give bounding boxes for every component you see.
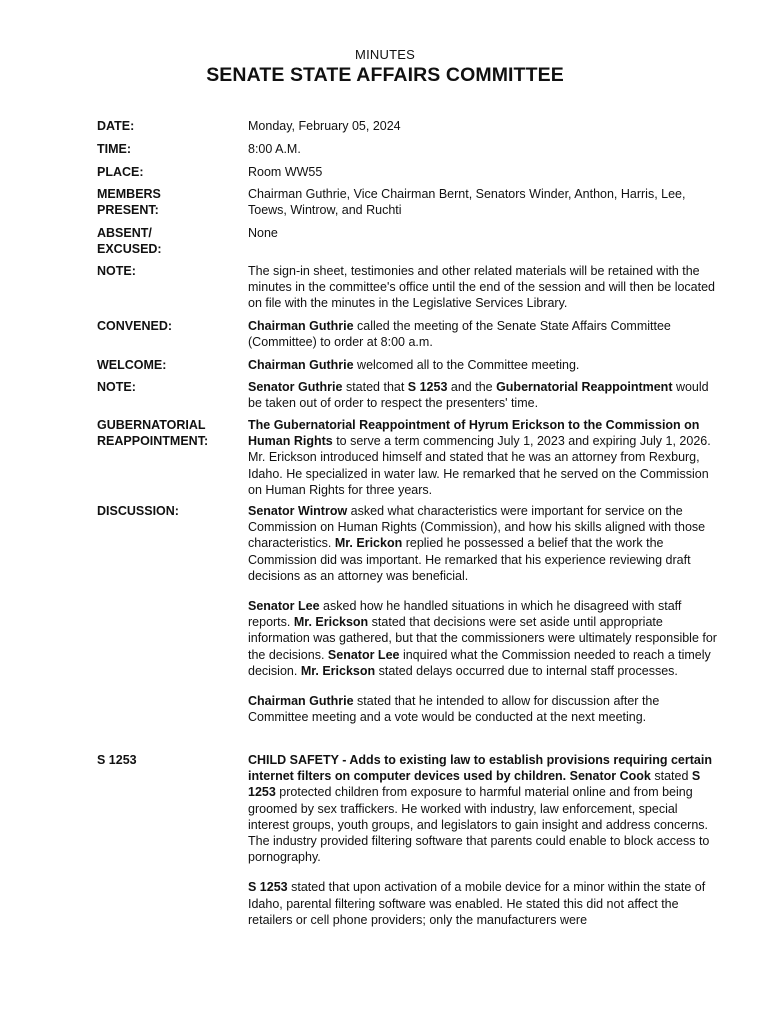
welcome-text: Chairman Guthrie welcomed all to the Committee meeting. bbox=[248, 358, 580, 372]
note2-text: Senator Guthrie stated that S 1253 and the Gubernatorial Reappointment would be taken out of order to respect the presenters' time. bbox=[248, 380, 709, 411]
time-row bbox=[97, 141, 727, 164]
note2-row bbox=[97, 379, 727, 417]
reappointment-label: GUBERNATORIAL REAPPOINTMENT: bbox=[97, 418, 209, 449]
bill-paragraph: S 1253 stated that upon activation of a mobile device for a minor within the state of Idaho, parental filtering software was enabled. He stated this did not affect the retailers or cell phone providers; only the manufacturers were bbox=[248, 880, 706, 927]
note-row bbox=[97, 263, 727, 318]
minutes-body bbox=[97, 118, 727, 928]
date-row bbox=[97, 118, 727, 141]
discussion-label: DISCUSSION: bbox=[97, 504, 179, 518]
place-row bbox=[97, 164, 727, 186]
discussion-paragraph: Chairman Guthrie stated that he intended to allow for discussion after the Committee meeting and a vote would be conducted at the next meeting. bbox=[248, 694, 660, 725]
bill-label: S 1253 bbox=[97, 753, 137, 767]
date-label: DATE: bbox=[97, 119, 135, 133]
absent-label: ABSENT/ EXCUSED: bbox=[97, 226, 162, 257]
note-value: The sign-in sheet, testimonies and other related materials will be retained with the minutes in the committee's office until the end of the session and will then be located on file with the minutes in the Legislative Services Library. bbox=[248, 264, 716, 311]
note2-label: NOTE: bbox=[97, 380, 136, 394]
absent-row bbox=[97, 225, 727, 263]
note-label: NOTE: bbox=[97, 264, 136, 278]
discussion-row bbox=[97, 503, 727, 752]
welcome-speaker: Chairman Guthrie bbox=[248, 358, 354, 372]
document-title: SENATE STATE AFFAIRS COMMITTEE bbox=[206, 64, 564, 86]
convened-label: CONVENED: bbox=[97, 319, 173, 333]
place-label: PLACE: bbox=[97, 165, 144, 179]
document-subtitle: MINUTES bbox=[355, 47, 415, 62]
members-label: MEMBERS PRESENT: bbox=[97, 187, 161, 218]
reappointment-row bbox=[97, 417, 727, 503]
welcome-row bbox=[97, 357, 727, 379]
absent-value: None bbox=[248, 226, 278, 240]
bill-paragraph: CHILD SAFETY - Adds to existing law to establish provisions requiring certain internet filters on computer devices used by children. Senator Cook stated S 1253 protected children from exposure to harmful material online and from being groomed by sex traffickers. He worked with industry, law enforcement, special interest groups, youth groups, and legislators to gain insight and address concerns. The industry provided filtering software that parents could enable to block access to pornography. bbox=[248, 753, 712, 865]
convened-speaker: Chairman Guthrie bbox=[248, 319, 354, 333]
place-value: Room WW55 bbox=[248, 165, 323, 179]
members-value: Chairman Guthrie, Vice Chairman Bernt, Senators Winder, Anthon, Harris, Lee, Toews, Wintrow, and Ruchti bbox=[248, 187, 686, 218]
members-row bbox=[97, 186, 727, 225]
discussion-text bbox=[248, 503, 720, 752]
reappointment-text: The Gubernatorial Reappointment of Hyrum Erickson to the Commission on Human Rights to serve a term commencing July 1, 2023 and expiring July 1, 2026. Mr. Erickson introduced himself and stated that he was an attorney from Rexburg, Idaho. He specialized in water law. He remarked that he served on the Commission on Human Rights for three years. bbox=[248, 418, 711, 497]
discussion-paragraph: Senator Wintrow asked what characteristics were important for service on the Commission on Human Rights (Commission), and how his skills aligned with those characteristics. Mr. Erickon replied he possessed a belief that the work the Commission did was important. He remarked that his experience reviewing draft decisions as an attorney was beneficial. bbox=[248, 504, 706, 583]
discussion-paragraph: Senator Lee asked how he handled situations in which he disagreed with staff reports. Mr. Erickson stated that decisions were set aside until appropriate information was gathered, but that the commissioners were ultimately responsible for the decisions. Senator Lee inquired what the Commission needed to reach a timely decision. Mr. Erickson stated delays occurred due to internal staff processes. bbox=[248, 599, 717, 678]
convened-row bbox=[97, 318, 727, 357]
date-value: Monday, February 05, 2024 bbox=[248, 119, 401, 133]
time-label: TIME: bbox=[97, 142, 132, 156]
welcome-label: WELCOME: bbox=[97, 358, 167, 372]
bill-text bbox=[248, 752, 720, 928]
bill-row bbox=[97, 752, 727, 928]
time-value: 8:00 A.M. bbox=[248, 142, 301, 156]
convened-text: Chairman Guthrie called the meeting of the Senate State Affairs Committee (Committee) to order at 8:00 a.m. bbox=[248, 319, 671, 350]
